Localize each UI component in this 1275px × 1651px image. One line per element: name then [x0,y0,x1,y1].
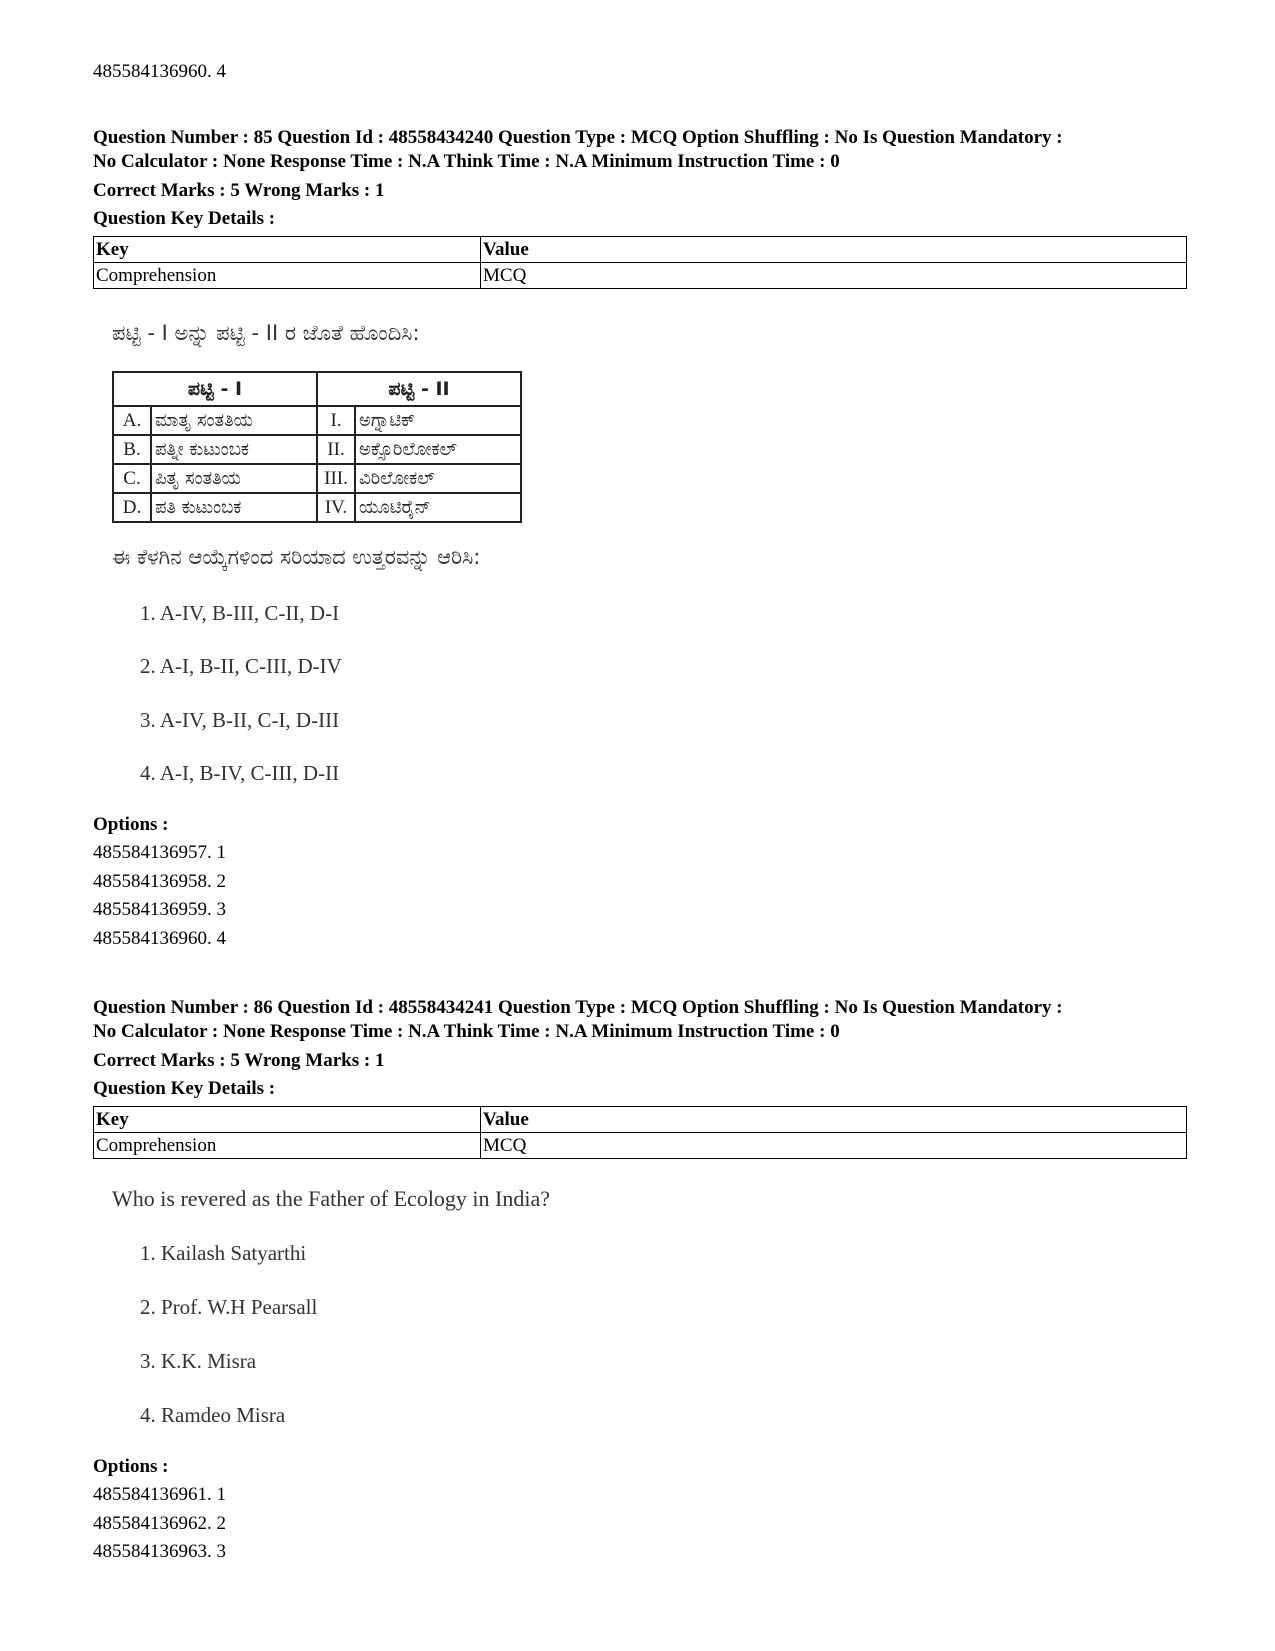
q85-header-line2: No Calculator : None Response Time : N.A Think Time : N.A Minimum Instruction Time : 0 [93,151,840,172]
match-item: ಪತ್ನೀ ಕುಟುಂಬಕ [151,435,317,464]
key-header: Key [94,1107,481,1133]
match-item: ಅಗ್ನಾಟಿಕ್ [355,406,521,435]
value-cell: MCQ [481,263,1187,289]
q85-choice-2: 2. A-I, B-II, C-III, D-IV [140,654,342,678]
q85-option-4: 485584136960. 4 [93,928,226,949]
q85-choice-4: 4. A-I, B-IV, C-III, D-II [140,761,340,785]
q85-key-details-label: Question Key Details : [93,208,276,229]
q86-option-3: 485584136963. 3 [93,1541,226,1562]
match-item: ಪಿತೃ ಸಂತತಿಯ [151,464,317,493]
key-header: Key [94,237,481,263]
q85-match-table [112,371,522,523]
q86-question-text: Who is revered as the Father of Ecology in India? [112,1186,551,1211]
q86-choice-2: 2. Prof. W.H Pearsall [140,1295,318,1319]
list-2-header: ಪಟ್ಟಿ - II [317,372,521,406]
q86-choice-3: 3. K.K. Misra [140,1349,257,1373]
q86-choice-1: 1. Kailash Satyarthi [140,1241,307,1265]
match-numeral: I. [317,406,355,435]
q86-option-1: 485584136961. 1 [93,1484,226,1505]
key-cell: Comprehension [94,1133,481,1159]
match-letter: C. [113,464,151,493]
match-row [113,435,521,464]
match-letter: D. [113,493,151,522]
match-numeral: II. [317,435,355,464]
key-cell: Comprehension [94,263,481,289]
q86-marks: Correct Marks : 5 Wrong Marks : 1 [93,1050,385,1071]
value-header: Value [481,237,1187,263]
match-row [113,493,521,522]
table-header-row [94,1107,1187,1133]
match-numeral: IV. [317,493,355,522]
q86-header-line1: Question Number : 86 Question Id : 48558434241 Question Type : MCQ Option Shuffling : No Is Question Mandatory : [93,997,1063,1018]
match-item: ಯೂಟಿರೈನ್ [355,493,521,522]
q85-choice-3: 3. A-IV, B-II, C-I, D-III [140,708,340,732]
q86-option-2: 485584136962. 2 [93,1513,226,1534]
match-letter: A. [113,406,151,435]
q85-option-1: 485584136957. 1 [93,842,226,863]
previous-option-line: 485584136960. 4 [93,61,226,82]
match-letter: B. [113,435,151,464]
table-header-row [94,237,1187,263]
q85-option-3: 485584136959. 3 [93,899,226,920]
q86-choice-4: 4. Ramdeo Misra [140,1403,286,1427]
match-row [113,464,521,493]
match-numeral: III. [317,464,355,493]
match-row [113,406,521,435]
q85-key-value-table [93,236,1187,289]
q86-key-details-label: Question Key Details : [93,1078,276,1099]
q85-marks: Correct Marks : 5 Wrong Marks : 1 [93,180,385,201]
list-1-header: ಪಟ್ಟಿ - I [113,372,317,406]
value-cell: MCQ [481,1133,1187,1159]
table-row [94,1133,1187,1159]
match-item: ಅಕ್ಸೊರಿಲೋಕಲ್ [355,435,521,464]
q85-header-line1: Question Number : 85 Question Id : 48558434240 Question Type : MCQ Option Shuffling : No Is Question Mandatory : [93,127,1063,148]
table-row [94,263,1187,289]
q85-instruction-text: ಈ ಕೆಳಗಿನ ಆಯ್ಕೆಗಳಿಂದ ಸರಿಯಾದ ಉತ್ತರವನ್ನು ಆರಿಸಿ: [112,545,481,569]
q86-options-label: Options : [93,1456,169,1477]
match-item: ವಿರಿಲೋಕಲ್ [355,464,521,493]
match-header-row [113,372,521,406]
value-header: Value [481,1107,1187,1133]
q86-header-line2: No Calculator : None Response Time : N.A Think Time : N.A Minimum Instruction Time : 0 [93,1021,840,1042]
match-item: ಪತಿ ಕುಟುಂಬಕ [151,493,317,522]
q85-question-text: ಪಟ್ಟಿ - I ಅನ್ನು ಪಟ್ಟಿ - II ರ ಜೊತೆ ಹೊಂದಿಸಿ: [112,321,420,345]
q85-choice-1: 1. A-IV, B-III, C-II, D-I [140,601,340,625]
q85-option-2: 485584136958. 2 [93,871,226,892]
match-item: ಮಾತೃ ಸಂತತಿಯ [151,406,317,435]
q86-key-value-table [93,1106,1187,1159]
q85-options-label: Options : [93,814,169,835]
